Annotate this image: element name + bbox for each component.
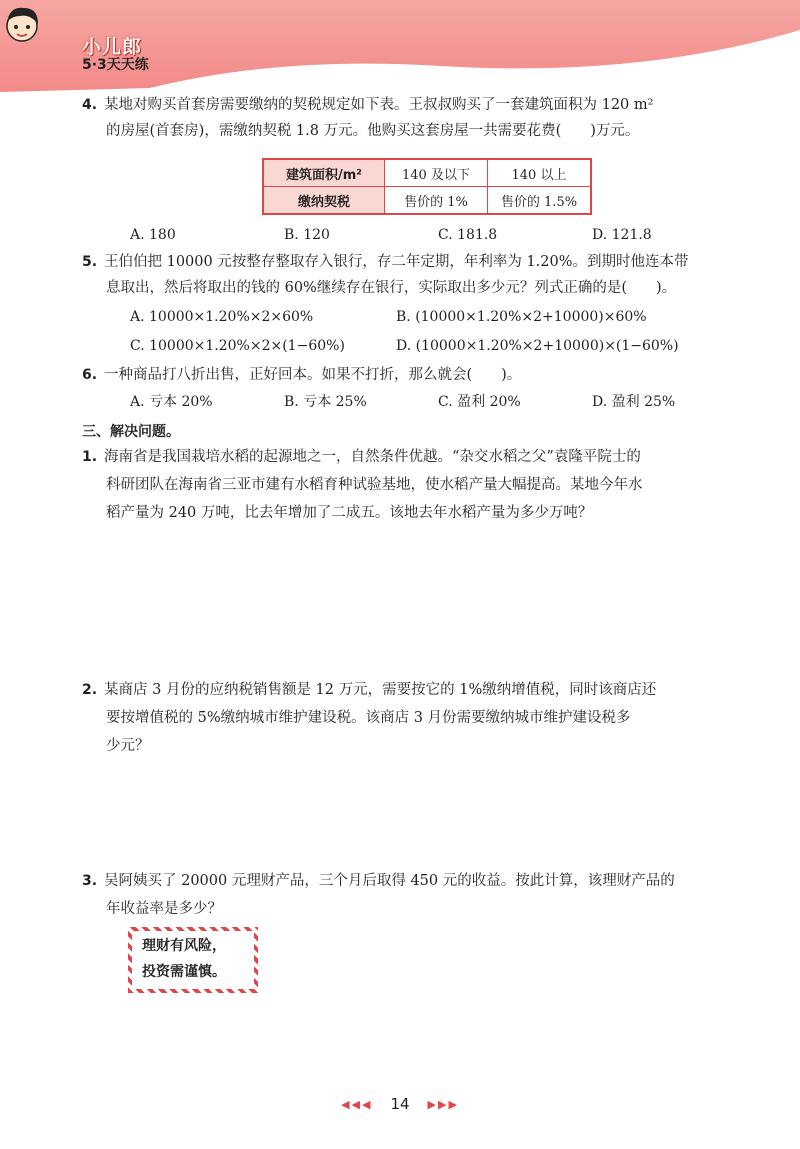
mascot-icon (0, 0, 44, 50)
option-b: B. 亏本 25% (284, 394, 367, 410)
option-c: C. 盈利 20% (438, 394, 521, 410)
question-text: 某地对购买首套房需要缴纳的契税规定如下表。王叔叔购买了一套建筑面积为 120 m² (104, 97, 654, 113)
problem-text: 少元？ (106, 738, 150, 754)
option-d: D. (10000×1.20%×2+10000)×(1−60%) (396, 338, 679, 354)
risk-note-line: 理财有风险， (142, 938, 226, 954)
question-text: 一种商品打八折出售，正好回本。如果不打折，那么就会( )。 (104, 367, 522, 383)
problem-text: 科研团队在海南省三亚市建有水稻育种试验基地，使水稻产量大幅提高。某地今年水 (106, 477, 643, 493)
problem-text: 要按增值税的 5%缴纳城市维护建设税。该商店 3 月份需要缴纳城市维护建设税多 (106, 710, 631, 726)
option-a: A. 10000×1.20%×2×60% (130, 309, 314, 325)
section-title: 三、解决问题。 (82, 424, 180, 440)
problem-text: 某商店 3 月份的应纳税销售额是 12 万元，需要按它的 1%缴纳增值税，同时该商店还 (104, 682, 657, 698)
problem-1 (82, 443, 746, 527)
problem-number: 1. (82, 449, 98, 465)
option-b: B. (10000×1.20%×2+10000)×60% (396, 309, 647, 325)
problem-text: 年收益率是多少？ (106, 901, 222, 917)
problem-number: 2. (82, 682, 98, 698)
option-a: A. 180 (130, 227, 176, 243)
table-cell: 缴纳契税 (263, 187, 385, 215)
table-row (263, 159, 591, 187)
series-name: 5·3天天练 (82, 57, 149, 73)
question-text: 王伯伯把 10000 元按整存整取存入银行，存二年定期，年利率为 1.20%。到期时他连本带 (104, 254, 689, 270)
table-cell: 建筑面积/m² (263, 159, 385, 187)
risk-note (128, 927, 258, 993)
question-text: 的房屋(首套房)，需缴纳契税 1.8 万元。他购买这套房屋一共需要花费( )万元。 (106, 123, 640, 139)
question-number: 4. (82, 97, 98, 113)
risk-note-body (132, 931, 254, 989)
question-5 (82, 249, 746, 301)
option-d: D. 盈利 25% (592, 394, 676, 410)
page-header (0, 0, 800, 92)
table-cell: 140 及以下 (385, 159, 488, 187)
problem-text: 吴阿姨买了 20000 元理财产品，三个月后取得 450 元的收益。按此计算，该理财产品的 (104, 873, 675, 889)
problem-number: 3. (82, 873, 98, 889)
option-c: C. 10000×1.20%×2×(1−60%) (130, 338, 345, 354)
brand-name: 小儿郎 (82, 36, 143, 58)
problem-3 (82, 867, 746, 923)
option-c: C. 181.8 (438, 227, 498, 243)
table-cell: 售价的 1% (385, 187, 488, 215)
option-d: D. 121.8 (592, 227, 652, 243)
question-number: 6. (82, 367, 98, 383)
option-a: A. 亏本 20% (130, 394, 213, 410)
question-text: 息取出，然后将取出的钱的 60%继续存在银行，实际取出多少元？列式正确的是( )。 (106, 280, 677, 296)
question-number: 5. (82, 254, 98, 270)
risk-note-line: 投资需谨慎。 (142, 964, 226, 980)
option-b: B. 120 (284, 227, 330, 243)
problem-text: 海南省是我国栽培水稻的起源地之一，自然条件优越。“杂交水稻之父”袁隆平院士的 (104, 449, 641, 465)
tax-table (262, 158, 592, 215)
table-cell: 售价的 1.5% (488, 187, 592, 215)
problem-2 (82, 676, 746, 760)
question-6 (82, 362, 726, 388)
page-number: 14 (390, 1095, 410, 1113)
table-cell: 140 以上 (488, 159, 592, 187)
problem-text: 稻产量为 240 万吨，比去年增加了二成五。该地去年水稻产量为多少万吨？ (106, 505, 593, 521)
table-row (263, 187, 591, 215)
right-arrows-icon: ▶▶▶ (427, 1098, 459, 1111)
question-4 (82, 92, 726, 144)
left-arrows-icon: ◀◀◀ (341, 1098, 373, 1111)
page-footer (0, 1095, 800, 1113)
brand-logo (82, 32, 202, 88)
